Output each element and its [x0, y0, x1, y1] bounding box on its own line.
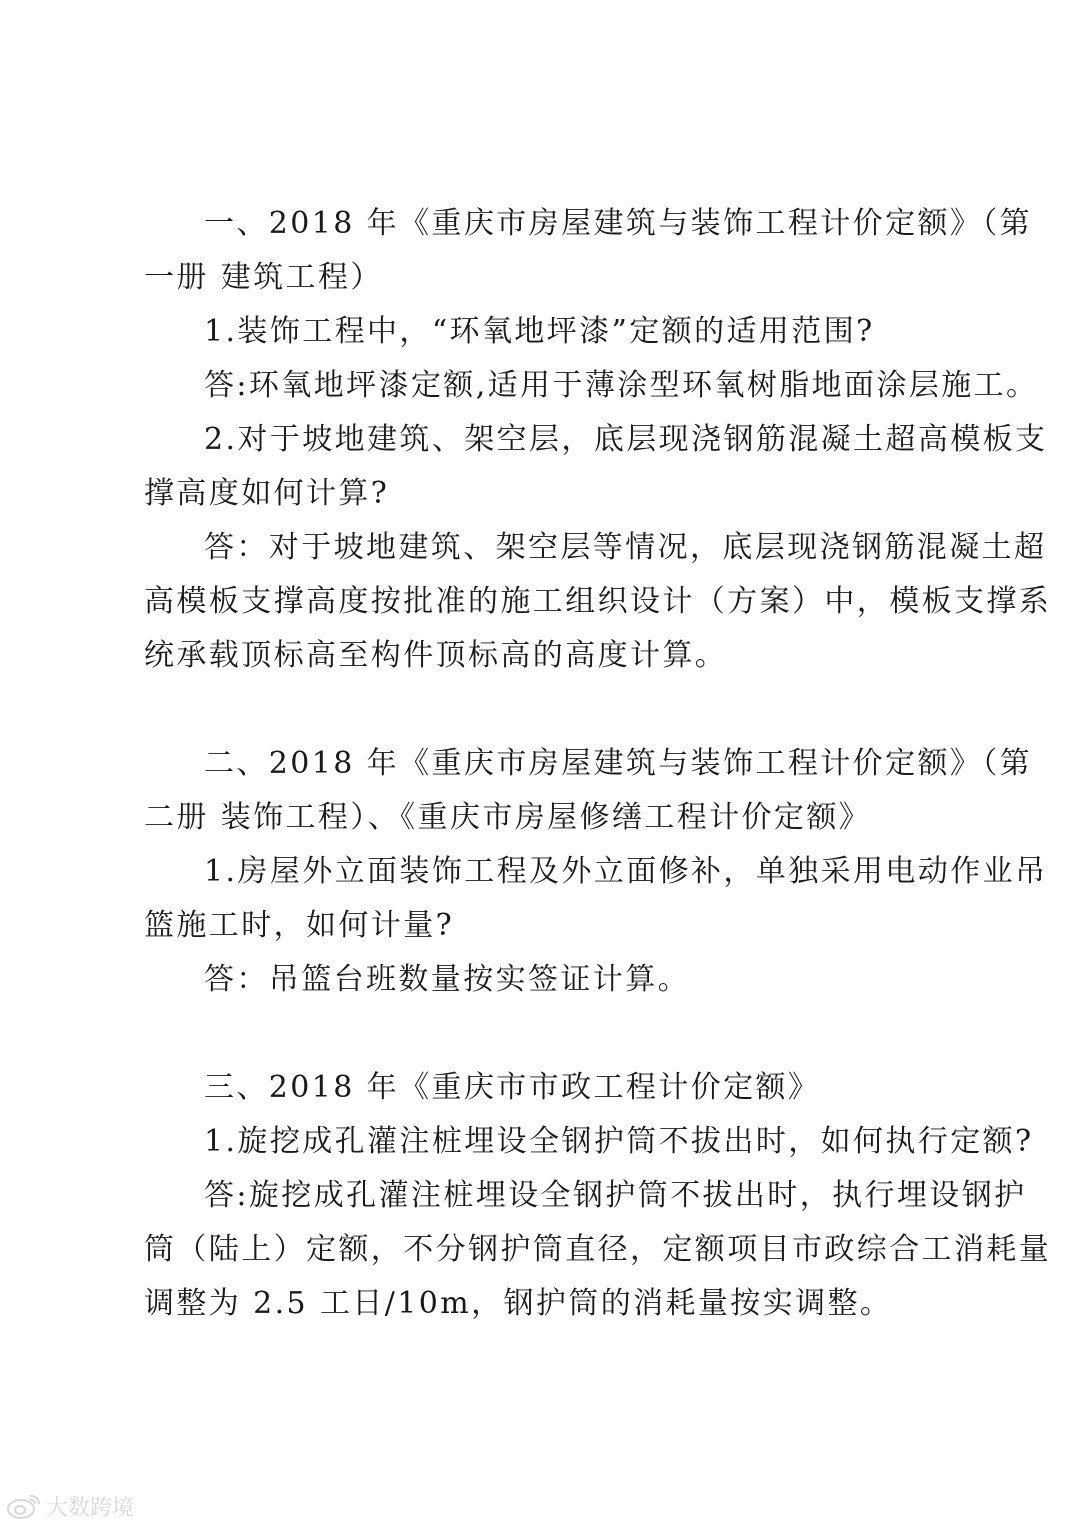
section-heading-line: 一册 建筑工程） [144, 260, 383, 295]
answer-line: 统承载顶标高至构件顶标高的高度计算。 [144, 638, 728, 673]
section-heading-line: 二、2018 年《重庆市房屋建筑与装饰工程计价定额》（第 [204, 746, 1033, 781]
watermark [6, 1489, 134, 1523]
answer-line: 高模板支撑高度按批准的施工组织设计（方案）中，模板支撑系 [144, 584, 1052, 619]
section-heading-line: 一、2018 年《重庆市房屋建筑与装饰工程计价定额》（第 [204, 206, 1033, 241]
question-line: 篮施工时，如何计量? [144, 908, 455, 943]
question-line: 1.房屋外立面装饰工程及外立面修补，单独采用电动作业吊 [204, 854, 1048, 889]
watermark-text: 大数跨境 [46, 1495, 135, 1521]
section-heading-line: 三、2018 年《重庆市市政工程计价定额》 [204, 1070, 821, 1105]
answer-line: 答:环氧地坪漆定额,适用于薄涂型环氧树脂地面涂层施工。 [204, 368, 1039, 403]
question-line: 撑高度如何计算? [144, 476, 390, 511]
question-line: 1.装饰工程中，“环氧地坪漆”定额的适用范围? [204, 314, 875, 349]
weibo-logo-icon [6, 1492, 42, 1520]
answer-line: 答:旋挖成孔灌注桩埋设全钢护筒不拔出时，执行埋设钢护 [204, 1178, 1027, 1213]
answer-line: 答：对于坡地建筑、架空层等情况，底层现浇钢筋混凝土超 [204, 530, 1047, 565]
answer-line: 答：吊篮台班数量按实签证计算。 [204, 962, 690, 997]
section-heading-line: 二册 装饰工程）、《重庆市房屋修缮工程计价定额》 [144, 800, 872, 835]
answer-line: 筒（陆上）定额，不分钢护筒直径，定额项目市政综合工消耗量 [144, 1232, 1052, 1267]
question-line: 1.旋挖成孔灌注桩埋设全钢护筒不拔出时，如何执行定额? [204, 1124, 1034, 1159]
question-line: 2.对于坡地建筑、架空层，底层现浇钢筋混凝土超高模板支 [204, 422, 1048, 457]
answer-line: 调整为 2.5 工日/10m，钢护筒的消耗量按实调整。 [144, 1286, 893, 1321]
